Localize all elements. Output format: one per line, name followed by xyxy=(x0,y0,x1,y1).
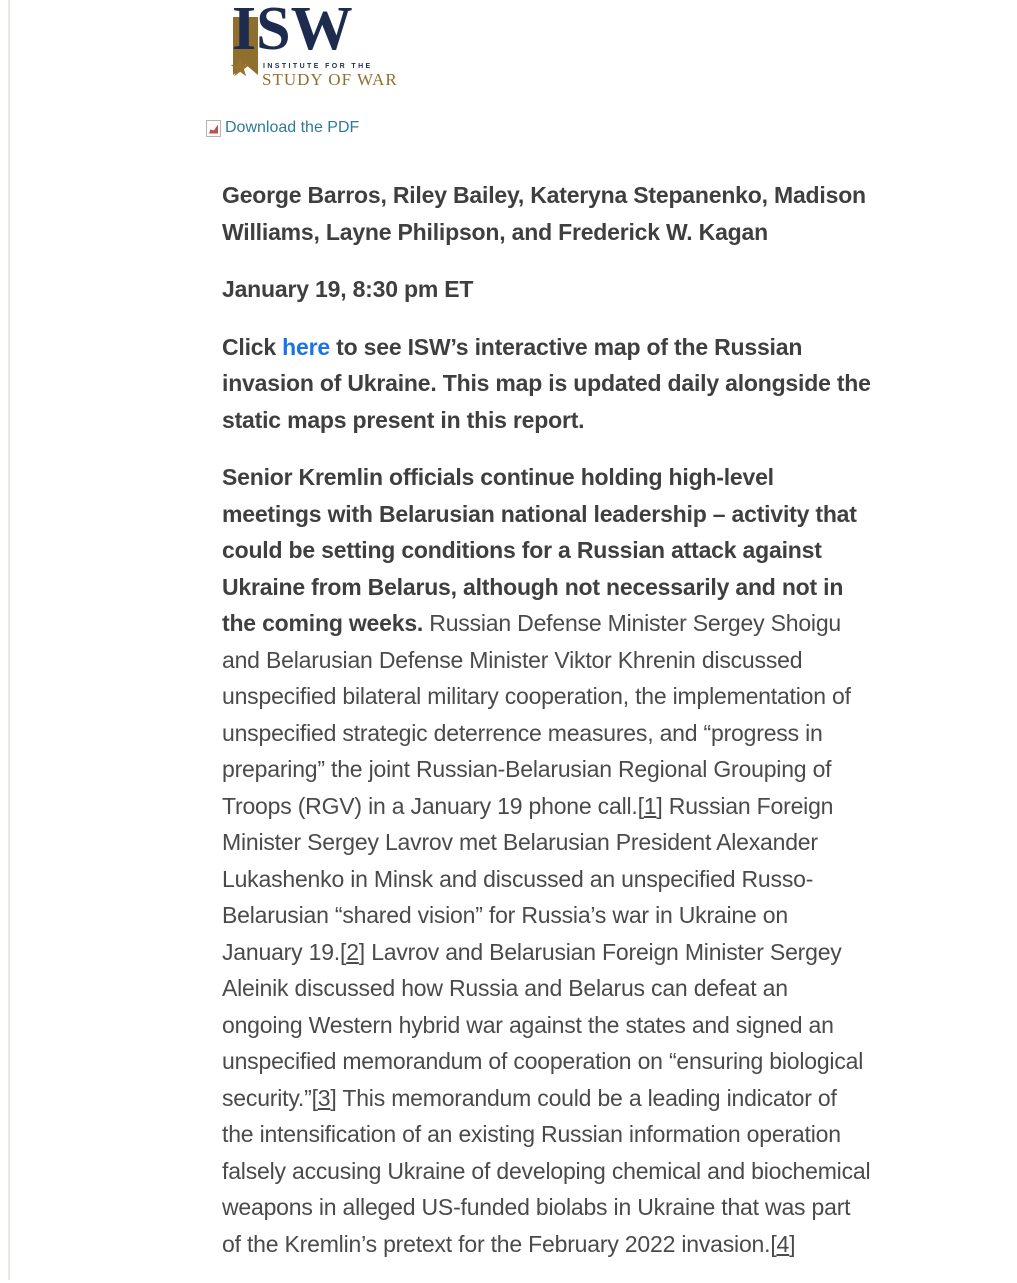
paragraph-text: to see ISW’s interactive map of the Russian invasion of Ukraine. This map is updated daily alongside the static maps present in this report. xyxy=(222,333,871,433)
footnote-ref-link[interactable]: [2] xyxy=(340,938,365,965)
main-paragraph xyxy=(222,459,874,1262)
isw-logo[interactable] xyxy=(229,0,398,89)
logo-subtitle-line2: STUDY OF WAR xyxy=(262,70,398,89)
paragraph-text: This memorandum could be a leading indicator of the intensification of an existing Russian information operation falsely accusing Ukraine of developing chemical and biochemical weapons in alleged US-funded biolabs in Ukraine that was part of the Kremlin’s pretext for the February 2022 invasion. xyxy=(222,1084,871,1257)
logo-subtitle-line1: INSTITUTE FOR THE xyxy=(263,63,373,70)
footnote-ref-link[interactable]: [1] xyxy=(637,792,663,819)
download-pdf-label: Download the PDF xyxy=(225,119,360,136)
byline-authors: George Barros, Riley Bailey, Kateryna Stepanenko, Madison Williams, Layne Philipson, and Frederick W. Kagan xyxy=(222,182,866,245)
interactive-map-link[interactable]: here xyxy=(282,333,330,360)
star-icon: ★ xyxy=(229,54,252,82)
paragraph-text: Senior Kremlin officials continue holding high-level meetings with Belarusian national leadership – activity that could be setting conditions for a Russian attack against Ukraine from Belarus, although not necessarily and not in the coming weeks. xyxy=(222,464,857,636)
download-pdf-link[interactable] xyxy=(206,119,359,137)
publication-date: January 19, 8:30 pm ET xyxy=(222,276,474,302)
paragraph-text: Click xyxy=(222,333,283,360)
footnote-ref-link[interactable]: [3] xyxy=(311,1084,337,1111)
paragraph-text: Lavrov and Belarusian Foreign Minister Sergey Aleinik discussed how Russia and Belarus can defeat an ongoing Western hybrid war against the states and signed an unspecified memorandum of cooperation on “ensuring biological security.” xyxy=(222,938,864,1111)
map-note-paragraph xyxy=(222,329,874,439)
footnote-ref-link[interactable]: [4] xyxy=(770,1230,796,1257)
pdf-triangle-glyph xyxy=(209,125,218,134)
pdf-file-icon xyxy=(206,120,221,137)
left-border-divider xyxy=(8,0,10,1280)
report-body xyxy=(222,177,874,1262)
article-page xyxy=(222,0,874,1283)
paragraph-text: Russian Defense Minister Sergey Shoigu and Belarusian Defense Minister Viktor Khrenin discussed unspecified bilateral military cooperation, the implementation of unspecified strategic deterrence measures, and “progress in preparing” the joint Russian-Belarusian Regional Grouping of Troops (RGV) in a January 19 phone call. xyxy=(222,610,851,819)
paragraph-text: Russian Foreign Minister Sergey Lavrov met Belarusian President Alexander Lukashenko in Minsk and discussed an unspecified Russo-Belarusian “shared vision” for Russia’s war in Ukraine on January 19. xyxy=(222,792,834,965)
logo-acronym: ISW xyxy=(232,0,353,63)
